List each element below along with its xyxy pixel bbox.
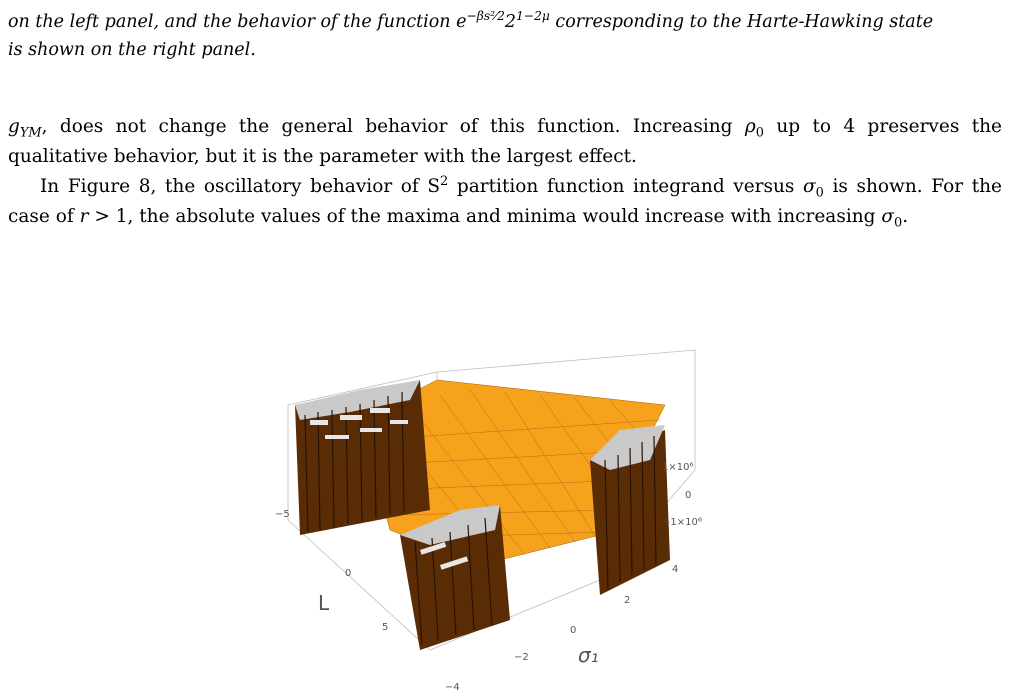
sigma-tick-label: −2 [514, 652, 529, 663]
surface-plot [270, 320, 750, 692]
l-tick-label: −5 [275, 509, 290, 520]
figure-caption: on the left panel, and the behavior of the function $e^{-\beta s^2⁄2}2^{1-2\mu}$ corresponding to the Harte-Hawking state is shown on the right panel. [8, 9, 934, 60]
exponent-2: 1−2μ [516, 9, 550, 24]
z-tick-label: 1×10⁶ [662, 462, 694, 473]
z-tick-label: −1×10⁶ [662, 517, 702, 528]
paragraph-figure8: In Figure 8, the oscillatory behavior of $S^2$ partition function integrand versus $\sigma_0$ is shown. For the case of r > 1, the absolute values of the maxima and minima would increase with increasing $\sigma_0$. [8, 173, 1002, 231]
sigma-tick-label: 4 [672, 564, 679, 575]
surface-plot-svg [270, 320, 750, 692]
wall-block-right [590, 425, 670, 595]
sigma-tick-label: 0 [570, 625, 577, 636]
z-tick-label: 0 [685, 490, 692, 501]
l-tick-label: 0 [345, 568, 352, 579]
sigma-axis-label: σ₁ [578, 643, 599, 667]
z-axis [662, 462, 702, 528]
l-tick-label: 5 [382, 622, 389, 633]
exponent: −βs²⁄2 [466, 9, 505, 24]
sigma-tick-label: −4 [445, 682, 460, 692]
l-axis-label: L [318, 591, 330, 615]
sigma-tick-label: 2 [624, 595, 631, 606]
wall-block-left [295, 380, 430, 535]
paragraph-gym: $g_{YM}$, does not change the general behavior of this function. Increasing $\rho_0$ up to 4 preserves the qualitative behavior, but it is the parameter with the largest effect. [8, 116, 1002, 167]
